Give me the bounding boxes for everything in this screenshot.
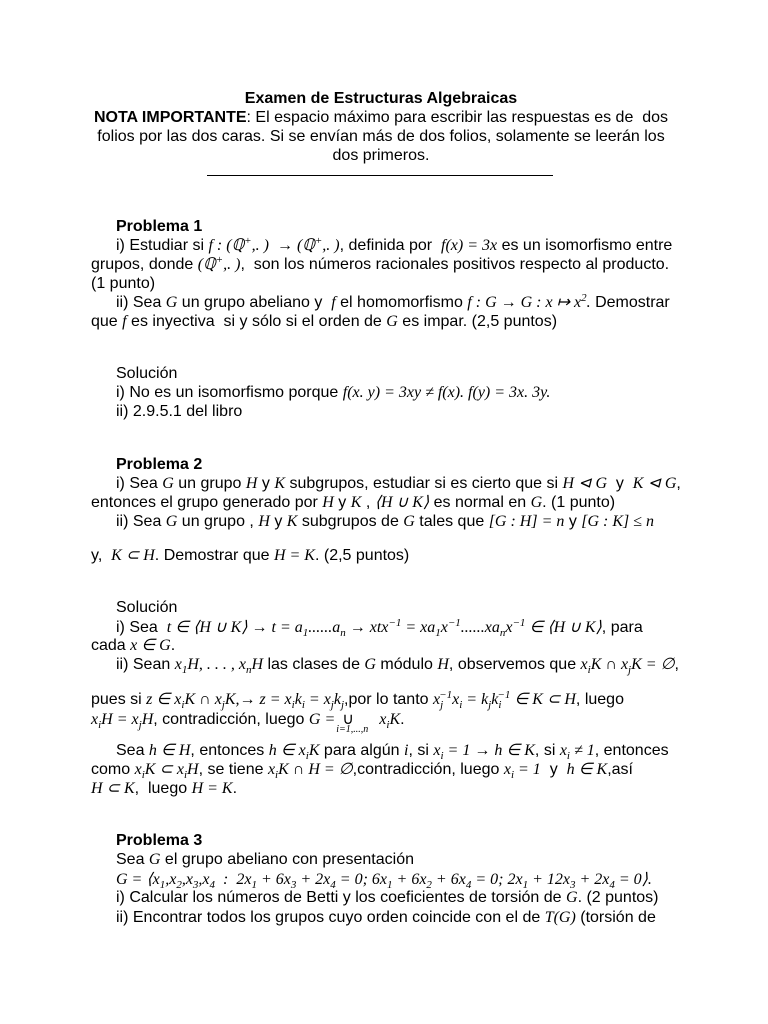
- math-expression: ∈ K ⊂ H: [510, 691, 576, 708]
- solution-line: [91, 710, 405, 735]
- math-expression: x: [580, 656, 588, 673]
- math-expression: = xa: [401, 619, 436, 636]
- text-run: ii) Encontrar todos los grupos cuyo orden coincide con el de: [116, 909, 545, 926]
- text-run: es un isomorfismo entre: [497, 237, 673, 254]
- subscript: i: [183, 769, 187, 781]
- math-expression: K ∩ x: [184, 691, 222, 708]
- math-expression: K ⊂ H: [111, 547, 155, 564]
- subscript: 4: [465, 879, 472, 891]
- math-expression: i: [404, 742, 409, 759]
- superscript: −1: [512, 617, 526, 629]
- superscript: +: [215, 254, 224, 266]
- math-expression: G = ⟨x: [116, 871, 160, 888]
- math-expression: (ℚ: [197, 256, 216, 273]
- union-index-range: i=1,...,n: [336, 724, 369, 735]
- subscript: i: [587, 664, 591, 676]
- text-run: Demostrar: [590, 294, 670, 311]
- solution-line: [116, 618, 643, 637]
- math-expression: x: [432, 691, 441, 708]
- math-expression: h ∈ H: [148, 742, 191, 759]
- math-expression: ......xa: [460, 619, 500, 636]
- text-run: subgrupos de: [297, 513, 404, 530]
- math-expression: H: [141, 711, 154, 728]
- text-run: , si: [534, 742, 560, 759]
- text-run: el homomorfismo: [335, 294, 468, 311]
- superscript: +: [244, 235, 252, 247]
- text-run: y: [607, 475, 633, 492]
- subscript: 3: [192, 879, 199, 891]
- superscript: −1: [388, 617, 402, 629]
- important-note-line: [0, 146, 762, 165]
- subscript: i: [98, 719, 102, 731]
- solution-line: [116, 655, 679, 674]
- problem-heading: Problema 1: [116, 218, 203, 235]
- text-run: ii) Sea: [116, 513, 166, 530]
- math-expression: x: [452, 691, 460, 708]
- math-expression: f : G → G : x ↦ x: [467, 294, 582, 311]
- statement-line: [116, 908, 656, 927]
- text-run: grupos, donde: [91, 256, 198, 273]
- bold-text-run: NOTA IMPORTANTE: [93, 109, 247, 126]
- subscript: i: [510, 769, 514, 781]
- math-expression: G: [165, 513, 178, 530]
- subscript: j: [340, 699, 345, 711]
- math-expression: H: [187, 761, 199, 778]
- text-run: : El espacio máximo para escribir las respuestas es de dos: [246, 109, 669, 126]
- superscript: +: [314, 235, 323, 247]
- important-note-line: [0, 108, 762, 127]
- math-expression: x: [505, 619, 513, 636]
- statement-line: [116, 293, 670, 312]
- math-expression: f(x. y) = 3xy ≠ f(x). f(y) = 3x. 3y.: [342, 384, 551, 401]
- math-expression: : 2x: [215, 871, 252, 888]
- union-operator: [336, 710, 379, 735]
- subscript: i: [305, 750, 309, 762]
- math-expression: K: [274, 475, 285, 492]
- solution-line: [91, 760, 633, 779]
- important-note-line: [0, 127, 762, 146]
- exam-title: Examen de Estructuras Algebraicas: [244, 90, 518, 107]
- statement-line: [116, 850, 414, 869]
- subscript: i: [291, 699, 295, 711]
- math-expression: x: [379, 711, 387, 728]
- statement-line: [91, 274, 155, 293]
- subscript: j: [628, 664, 632, 676]
- math-expression: H: [258, 513, 270, 530]
- math-expression: G: [530, 494, 543, 511]
- text-run: . (2 puntos): [577, 889, 659, 906]
- math-expression: x: [440, 619, 448, 636]
- text-run: subgrupos, estudiar si es cierto que si: [285, 475, 563, 492]
- math-expression: t ∈ ⟨H ∪ K⟩ → t = a: [166, 619, 303, 636]
- text-run: como: [91, 761, 135, 778]
- subscript: 2: [176, 879, 182, 891]
- math-expression: k: [294, 691, 302, 708]
- subscript: 1: [181, 664, 188, 676]
- math-expression: = 1 → h ∈ K: [443, 742, 535, 759]
- text-run: y: [269, 513, 287, 530]
- math-expression: ,. ): [322, 237, 340, 254]
- math-expression: H, . . . , x: [187, 656, 246, 673]
- math-expression: x: [267, 761, 276, 778]
- text-run: es normal en: [429, 494, 531, 511]
- math-expression: = 0⟩.: [614, 871, 652, 888]
- text-run: , luego: [134, 780, 192, 797]
- statement-line: [91, 546, 409, 565]
- math-expression: = 0; 6x: [335, 871, 388, 888]
- text-run: pues si: [91, 691, 147, 708]
- text-run: , si: [408, 742, 434, 759]
- text-run: ii) 2.9.5.1 del libro: [116, 403, 243, 420]
- math-expression: ,. ) → (ℚ: [251, 237, 315, 254]
- subscript: 1: [159, 879, 166, 891]
- solution-line: [116, 402, 242, 421]
- math-expression: K ∩ x: [590, 656, 629, 673]
- subscript: i: [498, 699, 502, 711]
- text-run: , son los números racionales positivos respecto al producto.: [240, 256, 670, 273]
- text-run: y: [564, 513, 582, 530]
- text-run: (torsión de: [575, 909, 656, 926]
- subscript: n: [499, 627, 506, 639]
- math-expression: ∈ ⟨H ∪ K⟩: [525, 619, 602, 636]
- math-expression: + 12x: [528, 871, 570, 888]
- text-run: Sea: [116, 742, 149, 759]
- subscript: i: [301, 699, 305, 711]
- text-run: , definida por: [339, 237, 442, 254]
- math-expression: + 6x: [431, 871, 466, 888]
- math-expression: → xtx: [345, 619, 389, 636]
- math-expression: K: [389, 711, 401, 728]
- text-run: ,por lo tanto: [344, 691, 433, 708]
- text-run: para algún: [319, 742, 404, 759]
- math-expression: K: [308, 742, 320, 759]
- subscript: 1: [251, 879, 257, 891]
- statement-line: [116, 888, 659, 907]
- math-expression: G: [386, 313, 398, 330]
- subscript: i: [275, 769, 279, 781]
- statement-line: [91, 493, 615, 512]
- math-expression: + 2x: [575, 871, 610, 888]
- math-expression: H = K: [273, 547, 315, 564]
- problem-heading: Problema 3: [116, 832, 203, 849]
- math-expression: K ∩ H = ∅: [278, 761, 353, 778]
- math-expression: K: [350, 494, 362, 511]
- subscript: n: [340, 627, 346, 639]
- subscript: i: [386, 719, 390, 731]
- subscript: j: [221, 699, 225, 711]
- math-expression: = 0; 2x: [471, 871, 523, 888]
- statement-line: [116, 870, 652, 889]
- math-expression: x: [433, 742, 441, 759]
- subscript: i: [141, 769, 145, 781]
- statement-line: [116, 236, 672, 255]
- subscript: j: [440, 699, 444, 711]
- math-expression: G: [165, 294, 178, 311]
- solution-line: [116, 383, 550, 402]
- separator-rule: [207, 175, 553, 176]
- text-run: ii) Sean: [116, 656, 175, 673]
- math-expression: H ⊂ K: [91, 780, 135, 797]
- subscript: 1: [522, 879, 529, 891]
- text-run: ,: [361, 494, 375, 511]
- math-expression: [G : K] ≤ n: [581, 513, 655, 530]
- math-expression: h ∈ x: [268, 742, 306, 759]
- text-run: las clases de: [263, 656, 365, 673]
- subscript: 2: [426, 879, 432, 891]
- text-run: .: [400, 711, 405, 728]
- statement-line: [91, 255, 669, 274]
- math-expression: [G : H] = n: [488, 513, 565, 530]
- math-expression: H = x: [101, 711, 139, 728]
- math-expression: = 1: [514, 761, 541, 778]
- subscript: j: [330, 699, 334, 711]
- text-run: es impar. (2,5 puntos): [397, 313, 558, 330]
- solution-line: [91, 690, 624, 709]
- text-run: i) Sea: [116, 619, 167, 636]
- math-expression: .: [586, 294, 591, 311]
- subscript: 1: [387, 879, 393, 891]
- math-expression: + 6x: [392, 871, 427, 888]
- subscript: j: [138, 719, 142, 731]
- text-run: , contradicción, luego: [153, 711, 309, 728]
- math-expression: ≠ 1: [569, 742, 595, 759]
- math-expression: f : (ℚ: [208, 237, 245, 254]
- math-expression: H: [437, 656, 449, 673]
- math-expression: G: [148, 851, 161, 868]
- text-run: , observemos que: [448, 656, 581, 673]
- math-expression: H: [245, 475, 258, 492]
- text-run: Sea: [116, 851, 149, 868]
- subscript: i: [566, 750, 570, 762]
- text-run: . (2,5 puntos): [314, 547, 410, 564]
- math-expression: G: [162, 475, 174, 492]
- math-expression: x: [91, 711, 99, 728]
- text-run: y,: [91, 547, 112, 564]
- math-expression: H: [322, 494, 334, 511]
- text-run: (1 punto): [91, 275, 156, 292]
- math-expression: G: [403, 513, 415, 530]
- math-expression: f: [331, 294, 336, 311]
- math-expression: K,→ z = x: [224, 691, 292, 708]
- text-run: entonces el grupo generado por: [91, 494, 323, 511]
- text-run: cada: [91, 637, 131, 654]
- math-expression: x: [503, 761, 511, 778]
- math-expression: G =: [308, 711, 340, 728]
- math-expression: ,x: [165, 871, 177, 888]
- text-run: ,: [674, 656, 679, 673]
- solution-line: [91, 636, 175, 655]
- subscript: 4: [330, 879, 336, 891]
- text-run: y: [257, 475, 275, 492]
- math-expression: x: [174, 656, 182, 673]
- math-expression: H = K: [191, 780, 233, 797]
- text-run: dos primeros.: [332, 147, 430, 164]
- math-expression: f(x) = 3x: [441, 237, 498, 254]
- math-expression: K = ∅: [631, 656, 675, 673]
- math-expression: ,x: [181, 871, 193, 888]
- text-run: i) Estudiar si: [116, 237, 209, 254]
- subscript: i: [181, 699, 185, 711]
- text-run: folios por las dos caras. Si se envían más de dos folios, solamente se leerán los: [97, 128, 665, 145]
- math-expression: G: [566, 889, 578, 906]
- math-expression: x: [559, 742, 567, 759]
- text-run: i) Calcular los números de Betti y los coeficientes de torsión de: [116, 889, 566, 906]
- text-run: , se tiene: [198, 761, 268, 778]
- text-run: i) Sea: [116, 475, 163, 492]
- text-run: , entonces: [594, 742, 669, 759]
- math-expression: ⟨H ∪ K⟩: [374, 494, 430, 511]
- subscript: 3: [569, 879, 576, 891]
- subscript: i: [459, 699, 463, 711]
- text-run: .: [232, 780, 238, 797]
- text-run: que: [91, 313, 123, 330]
- math-expression: + 2x: [296, 871, 331, 888]
- text-run: i) No es un isomorfismo porque: [116, 384, 343, 401]
- statement-line: [91, 312, 557, 331]
- solution-line: [116, 741, 669, 760]
- text-run: . (1 punto): [542, 494, 616, 511]
- math-expression: K ⊲ G: [632, 475, 677, 492]
- superscript: −1: [497, 689, 511, 701]
- subscript: n: [245, 664, 252, 676]
- text-run: es inyectiva si y sólo si el orden de: [126, 313, 387, 330]
- text-run: y: [540, 761, 567, 778]
- solution-line: [91, 779, 237, 798]
- text-run: un grupo ,: [177, 513, 259, 530]
- math-expression: H ⊲ G: [562, 475, 607, 492]
- text-run: , para: [601, 619, 643, 636]
- subscript: 4: [609, 879, 615, 891]
- math-expression: h ∈ K: [566, 761, 608, 778]
- text-run: y: [333, 494, 351, 511]
- statement-line: [116, 474, 681, 493]
- math-expression: = k: [462, 691, 489, 708]
- statement-line: [116, 512, 654, 531]
- math-expression: k: [491, 691, 499, 708]
- superscript: −1: [439, 689, 453, 701]
- math-expression: + 6x: [256, 871, 291, 888]
- math-expression: ,. ): [223, 256, 241, 273]
- math-expression: G: [364, 656, 376, 673]
- subscript: 1: [302, 627, 309, 639]
- text-run: un grupo: [173, 475, 246, 492]
- text-run: . Demostrar que: [154, 547, 274, 564]
- text-run: ,así: [607, 761, 633, 778]
- math-expression: K ⊂ x: [144, 761, 184, 778]
- math-expression: z ∈ x: [146, 691, 182, 708]
- text-run: ,contradicción, luego: [352, 761, 504, 778]
- math-expression: K: [286, 513, 298, 530]
- text-run: un grupo abeliano y: [177, 294, 332, 311]
- union-symbol: ∪: [342, 711, 354, 728]
- subscript: 1: [435, 627, 441, 639]
- solution-heading: Solución: [116, 365, 178, 382]
- text-run: tales que: [414, 513, 489, 530]
- text-run: ii) Sea: [116, 294, 166, 311]
- math-expression: ......a: [308, 619, 341, 636]
- text-run: el grupo abeliano con presentación: [160, 851, 414, 868]
- math-expression: H: [251, 656, 264, 673]
- text-run: ,: [676, 475, 681, 492]
- math-expression: T(G): [544, 909, 576, 926]
- problem-heading: Problema 2: [116, 456, 203, 473]
- subscript: 4: [209, 879, 216, 891]
- subscript: j: [488, 699, 492, 711]
- math-expression: f: [122, 313, 127, 330]
- math-expression: x: [134, 761, 142, 778]
- math-expression: ,x: [198, 871, 210, 888]
- math-expression: x ∈ G: [130, 637, 171, 654]
- text-run: .: [170, 637, 176, 654]
- solution-heading: Solución: [116, 599, 178, 616]
- superscript: 2: [581, 292, 587, 304]
- math-expression: k: [333, 691, 341, 708]
- math-expression: = x: [304, 691, 331, 708]
- superscript: −1: [447, 617, 461, 629]
- subscript: i: [440, 750, 444, 762]
- text-run: módulo: [375, 656, 438, 673]
- subscript: 3: [290, 879, 297, 891]
- text-run: , luego: [575, 691, 624, 708]
- text-run: , entonces: [190, 742, 269, 759]
